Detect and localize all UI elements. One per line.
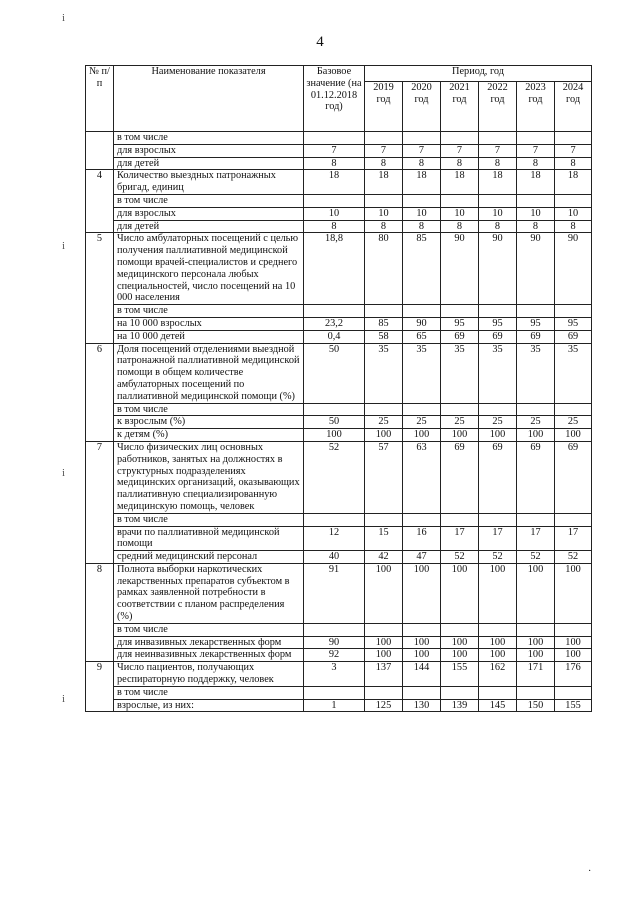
year-value [479, 686, 517, 699]
row-number: 4 [86, 170, 114, 195]
table-row [86, 623, 592, 636]
indicator-name: для детей [114, 157, 304, 170]
year-value: 10 [365, 207, 403, 220]
indicators-table [85, 65, 592, 712]
year-value [365, 305, 403, 318]
table-row [86, 686, 592, 699]
year-value [441, 686, 479, 699]
year-value: 42 [365, 551, 403, 564]
year-value: 69 [479, 330, 517, 343]
year-value: 25 [517, 416, 555, 429]
base-value: 7 [304, 144, 365, 157]
header-indicator-name: Наименование показателя [114, 66, 304, 132]
year-value: 35 [555, 343, 592, 403]
indicator-name: на 10 000 взрослых [114, 317, 304, 330]
table-row [86, 132, 592, 145]
table-row [86, 220, 592, 233]
row-number [86, 403, 114, 416]
year-value: 100 [365, 563, 403, 623]
year-value: 8 [555, 220, 592, 233]
row-number: 9 [86, 662, 114, 687]
year-value: 8 [365, 157, 403, 170]
indicator-name: в том числе [114, 194, 304, 207]
year-value: 145 [479, 699, 517, 712]
year-value: 18 [555, 170, 592, 195]
year-value: 8 [403, 157, 441, 170]
year-value [517, 305, 555, 318]
year-value: 47 [403, 551, 441, 564]
year-value: 100 [441, 636, 479, 649]
base-value [304, 403, 365, 416]
year-value [365, 132, 403, 145]
year-value [403, 194, 441, 207]
row-number [86, 649, 114, 662]
year-value: 10 [403, 207, 441, 220]
year-value: 35 [403, 343, 441, 403]
year-value [365, 513, 403, 526]
table-row [86, 403, 592, 416]
year-value [441, 132, 479, 145]
row-number [86, 317, 114, 330]
year-value: 171 [517, 662, 555, 687]
year-value [479, 513, 517, 526]
header-year: 2024 год [555, 82, 592, 132]
year-value: 35 [517, 343, 555, 403]
year-value: 52 [479, 551, 517, 564]
year-value: 8 [365, 220, 403, 233]
base-value: 91 [304, 563, 365, 623]
base-value: 12 [304, 526, 365, 551]
base-value [304, 132, 365, 145]
year-value [403, 686, 441, 699]
year-value: 100 [517, 429, 555, 442]
row-number [86, 220, 114, 233]
indicator-name: Доля посещений отделениями выездной патронажной паллиативной медицинской помощи в общем количестве амбулаторных посещений по паллиативной медицинской помощи (%) [114, 343, 304, 403]
header-year: 2021 год [441, 82, 479, 132]
year-value [365, 194, 403, 207]
margin-mark: i [62, 693, 66, 705]
year-value [555, 403, 592, 416]
base-value [304, 623, 365, 636]
year-value: 8 [441, 157, 479, 170]
year-value: 100 [479, 429, 517, 442]
footer-mark: · [588, 866, 592, 877]
page-number: 4 [316, 34, 324, 50]
row-number [86, 330, 114, 343]
year-value: 7 [555, 144, 592, 157]
base-value: 50 [304, 343, 365, 403]
row-number: 7 [86, 441, 114, 513]
year-value: 85 [365, 317, 403, 330]
year-value [403, 403, 441, 416]
year-value: 57 [365, 441, 403, 513]
table-row [86, 343, 592, 403]
indicator-name: для неинвазивных лекарственных форм [114, 649, 304, 662]
table-row [86, 194, 592, 207]
year-value: 144 [403, 662, 441, 687]
indicator-name: в том числе [114, 132, 304, 145]
year-value: 52 [555, 551, 592, 564]
year-value: 100 [479, 563, 517, 623]
year-value: 95 [555, 317, 592, 330]
year-value: 8 [517, 220, 555, 233]
year-value: 69 [479, 441, 517, 513]
base-value: 10 [304, 207, 365, 220]
table-row [86, 157, 592, 170]
year-value: 8 [403, 220, 441, 233]
indicator-name: на 10 000 детей [114, 330, 304, 343]
base-value [304, 686, 365, 699]
year-value: 100 [403, 636, 441, 649]
table-row [86, 649, 592, 662]
year-value: 90 [555, 233, 592, 305]
year-value: 100 [555, 636, 592, 649]
year-value: 15 [365, 526, 403, 551]
year-value: 80 [365, 233, 403, 305]
year-value: 100 [365, 636, 403, 649]
indicator-name: для детей [114, 220, 304, 233]
year-value [441, 194, 479, 207]
row-number [86, 416, 114, 429]
year-value: 90 [441, 233, 479, 305]
table-row [86, 170, 592, 195]
year-value: 65 [403, 330, 441, 343]
year-value: 35 [441, 343, 479, 403]
year-value [555, 686, 592, 699]
year-value: 25 [555, 416, 592, 429]
year-value: 100 [479, 649, 517, 662]
year-value [441, 403, 479, 416]
margin-mark: i [62, 240, 66, 252]
row-number: 8 [86, 563, 114, 623]
year-value: 100 [441, 649, 479, 662]
indicator-name: для взрослых [114, 207, 304, 220]
indicator-name: в том числе [114, 513, 304, 526]
year-value: 7 [403, 144, 441, 157]
row-number: 6 [86, 343, 114, 403]
row-number [86, 157, 114, 170]
year-value: 100 [555, 429, 592, 442]
base-value: 8 [304, 157, 365, 170]
year-value: 69 [517, 330, 555, 343]
indicator-name: Число пациентов, получающих респираторную поддержку, человек [114, 662, 304, 687]
year-value [479, 305, 517, 318]
year-value: 100 [555, 563, 592, 623]
year-value: 16 [403, 526, 441, 551]
year-value: 17 [555, 526, 592, 551]
year-value: 7 [479, 144, 517, 157]
year-value: 100 [441, 563, 479, 623]
indicator-name: врачи по паллиативной медицинской помощи [114, 526, 304, 551]
year-value: 17 [517, 526, 555, 551]
year-value: 7 [365, 144, 403, 157]
table-body [86, 132, 592, 712]
indicator-name: в том числе [114, 686, 304, 699]
indicator-name: Число физических лиц основных работников, занятых на должностях в структурных подразделениях медицинских организаций, оказывающих паллиативную специализированную медицинскую помощь, человек [114, 441, 304, 513]
row-number [86, 429, 114, 442]
year-value [441, 623, 479, 636]
table-row [86, 636, 592, 649]
row-number [86, 194, 114, 207]
row-number [86, 132, 114, 145]
base-value: 23,2 [304, 317, 365, 330]
table-row [86, 699, 592, 712]
year-value: 18 [517, 170, 555, 195]
year-value: 17 [479, 526, 517, 551]
indicator-name: для инвазивных лекарственных форм [114, 636, 304, 649]
base-value [304, 513, 365, 526]
year-value: 162 [479, 662, 517, 687]
row-number [86, 305, 114, 318]
year-value: 25 [479, 416, 517, 429]
header-year: 2019 год [365, 82, 403, 132]
indicator-name: взрослые, из них: [114, 699, 304, 712]
table-row [86, 526, 592, 551]
header-year: 2022 год [479, 82, 517, 132]
base-value: 18,8 [304, 233, 365, 305]
year-value [403, 623, 441, 636]
indicator-name: Полнота выборки наркотических лекарственных препаратов субъектом в рамках заявленной потребности в соответствии с планом распределения (%) [114, 563, 304, 623]
year-value: 69 [441, 330, 479, 343]
table-row [86, 551, 592, 564]
row-number [86, 623, 114, 636]
year-value: 100 [517, 563, 555, 623]
table-row [86, 513, 592, 526]
year-value: 10 [555, 207, 592, 220]
year-value: 35 [365, 343, 403, 403]
indicator-name: Количество выездных патронажных бригад, единиц [114, 170, 304, 195]
indicator-name: в том числе [114, 403, 304, 416]
indicator-name: средний медицинский персонал [114, 551, 304, 564]
year-value [403, 305, 441, 318]
year-value: 90 [479, 233, 517, 305]
year-value: 52 [441, 551, 479, 564]
table-row [86, 441, 592, 513]
year-value: 7 [517, 144, 555, 157]
year-value: 69 [555, 330, 592, 343]
table-row [86, 305, 592, 318]
year-value [365, 623, 403, 636]
row-number [86, 144, 114, 157]
base-value: 90 [304, 636, 365, 649]
year-value [517, 194, 555, 207]
year-value: 18 [479, 170, 517, 195]
header-year: 2020 год [403, 82, 441, 132]
indicator-name: в том числе [114, 623, 304, 636]
year-value: 100 [403, 429, 441, 442]
year-value: 100 [403, 649, 441, 662]
year-value [555, 194, 592, 207]
year-value: 8 [441, 220, 479, 233]
base-value: 8 [304, 220, 365, 233]
base-value: 3 [304, 662, 365, 687]
year-value [555, 623, 592, 636]
year-value [555, 132, 592, 145]
header-base-value: Базовое значение (на 01.12.2018 год) [304, 66, 365, 132]
year-value [517, 686, 555, 699]
row-number: 5 [86, 233, 114, 305]
indicator-name: в том числе [114, 305, 304, 318]
year-value: 130 [403, 699, 441, 712]
year-value: 58 [365, 330, 403, 343]
year-value: 10 [517, 207, 555, 220]
year-value: 25 [403, 416, 441, 429]
year-value: 52 [517, 551, 555, 564]
year-value: 100 [555, 649, 592, 662]
year-value: 8 [517, 157, 555, 170]
year-value: 69 [555, 441, 592, 513]
row-number [86, 207, 114, 220]
row-number [86, 636, 114, 649]
year-value: 176 [555, 662, 592, 687]
base-value: 92 [304, 649, 365, 662]
year-value: 95 [441, 317, 479, 330]
table-row [86, 233, 592, 305]
year-value: 100 [479, 636, 517, 649]
year-value: 100 [517, 649, 555, 662]
table-row [86, 563, 592, 623]
row-number [86, 526, 114, 551]
header-number: № п/п [86, 66, 114, 132]
year-value: 150 [517, 699, 555, 712]
table-row [86, 662, 592, 687]
year-value [517, 132, 555, 145]
year-value: 155 [441, 662, 479, 687]
year-value [365, 403, 403, 416]
year-value: 18 [365, 170, 403, 195]
indicator-name: для взрослых [114, 144, 304, 157]
year-value: 35 [479, 343, 517, 403]
year-value: 95 [479, 317, 517, 330]
year-value: 125 [365, 699, 403, 712]
table-row [86, 330, 592, 343]
indicator-name: Число амбулаторных посещений с целью получения паллиативной медицинской помощи врачей-специалистов и среднего медицинского персонала любых специальностей, число посещений на 10 000 населения [114, 233, 304, 305]
margin-mark: i [62, 12, 66, 24]
year-value [479, 623, 517, 636]
table-row [86, 317, 592, 330]
header-period: Период, год [365, 66, 592, 82]
table-row [86, 207, 592, 220]
base-value: 1 [304, 699, 365, 712]
year-value [517, 513, 555, 526]
year-value: 100 [441, 429, 479, 442]
year-value: 8 [479, 157, 517, 170]
year-value: 155 [555, 699, 592, 712]
year-value [403, 132, 441, 145]
base-value [304, 305, 365, 318]
year-value: 90 [517, 233, 555, 305]
year-value: 100 [517, 636, 555, 649]
table-row [86, 429, 592, 442]
year-value: 18 [403, 170, 441, 195]
year-value: 100 [365, 649, 403, 662]
year-value [479, 403, 517, 416]
year-value [365, 686, 403, 699]
year-value: 100 [365, 429, 403, 442]
year-value [403, 513, 441, 526]
year-value [479, 132, 517, 145]
year-value: 139 [441, 699, 479, 712]
row-number [86, 513, 114, 526]
header-year: 2023 год [517, 82, 555, 132]
year-value: 10 [479, 207, 517, 220]
year-value: 137 [365, 662, 403, 687]
base-value: 100 [304, 429, 365, 442]
year-value: 85 [403, 233, 441, 305]
year-value: 69 [517, 441, 555, 513]
year-value [441, 305, 479, 318]
indicator-name: к детям (%) [114, 429, 304, 442]
row-number [86, 551, 114, 564]
year-value: 7 [441, 144, 479, 157]
year-value: 25 [365, 416, 403, 429]
year-value: 69 [441, 441, 479, 513]
row-number [86, 686, 114, 699]
base-value: 40 [304, 551, 365, 564]
year-value: 8 [479, 220, 517, 233]
year-value [555, 513, 592, 526]
year-value [555, 305, 592, 318]
base-value: 52 [304, 441, 365, 513]
margin-mark: i [62, 467, 66, 479]
row-number [86, 699, 114, 712]
year-value [517, 623, 555, 636]
year-value: 63 [403, 441, 441, 513]
table-row [86, 144, 592, 157]
year-value: 8 [555, 157, 592, 170]
year-value [479, 194, 517, 207]
year-value: 17 [441, 526, 479, 551]
year-value [441, 513, 479, 526]
base-value [304, 194, 365, 207]
base-value: 0,4 [304, 330, 365, 343]
base-value: 50 [304, 416, 365, 429]
year-value [517, 403, 555, 416]
year-value: 10 [441, 207, 479, 220]
year-value: 90 [403, 317, 441, 330]
base-value: 18 [304, 170, 365, 195]
year-value: 25 [441, 416, 479, 429]
table-row [86, 416, 592, 429]
year-value: 18 [441, 170, 479, 195]
year-value: 95 [517, 317, 555, 330]
year-value: 100 [403, 563, 441, 623]
indicator-name: к взрослым (%) [114, 416, 304, 429]
